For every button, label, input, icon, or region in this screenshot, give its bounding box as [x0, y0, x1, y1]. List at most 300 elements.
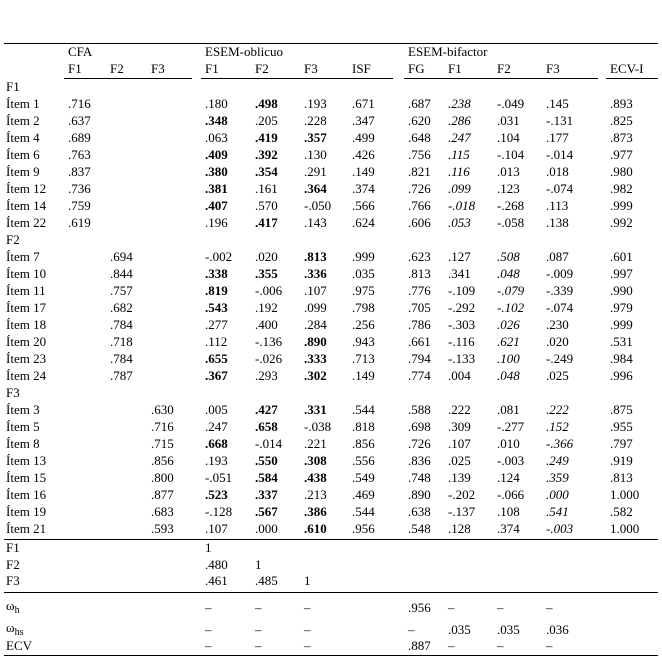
bifactor-loading: -.079: [497, 283, 525, 298]
esem-oblique-loading: .143: [304, 215, 327, 230]
bifactor-loading: .138: [546, 215, 569, 230]
bifactor-loading: -.003: [546, 521, 574, 536]
column-header: F1: [205, 61, 219, 76]
index-oblique-value: –: [304, 600, 311, 615]
esem-oblique-loading: .354: [255, 164, 278, 179]
index-oblique-value: –: [304, 622, 311, 637]
bifactor-loading: -.018: [448, 198, 476, 213]
item-label: Ítem 5: [6, 419, 40, 434]
general-factor-loading: .698: [408, 419, 431, 434]
esem-oblique-loading: .400: [255, 317, 278, 332]
index-label: [6, 598, 20, 619]
item-label: Ítem 7: [6, 249, 40, 264]
general-factor-loading: .766: [408, 198, 431, 213]
esem-oblique-loading: .367: [205, 368, 228, 383]
bifactor-loading: -.116: [448, 334, 475, 349]
ecv-i-value: .999: [610, 317, 633, 332]
ecv-i-value: .996: [610, 368, 633, 383]
cfa-loading: .694: [110, 249, 133, 264]
general-factor-loading: .794: [408, 351, 431, 366]
bifactor-loading: .238: [448, 96, 471, 111]
index-symbol: ω: [6, 620, 15, 635]
esem-oblique-loading: .205: [255, 113, 278, 128]
bifactor-loading: -.003: [497, 453, 525, 468]
index-general-value: –: [408, 622, 415, 637]
column-header: ECV-I: [610, 61, 644, 76]
esem-oblique-loading: .668: [205, 436, 228, 451]
index-general-value: .956: [408, 600, 431, 615]
index-oblique-value: –: [255, 600, 262, 615]
bifactor-loading: -.102: [497, 300, 525, 315]
isf-value: .549: [352, 470, 375, 485]
general-factor-loading: .813: [408, 266, 431, 281]
esem-oblique-loading: .161: [255, 181, 278, 196]
group-header-cfa: CFA: [68, 44, 93, 59]
isf-value: .671: [352, 96, 375, 111]
ecv-i-value: .980: [610, 164, 633, 179]
bifactor-loading: .000: [546, 487, 569, 502]
cfa-loading: .716: [151, 419, 174, 434]
bifactor-loading: .025: [546, 368, 569, 383]
item-label: Ítem 22: [6, 215, 47, 230]
column-header: F3: [546, 61, 560, 76]
bifactor-loading: .081: [497, 402, 520, 417]
general-factor-loading: .705: [408, 300, 431, 315]
esem-oblique-loading: .392: [255, 147, 278, 162]
ecv-i-value: 1.000: [610, 521, 640, 536]
isf-value: .374: [352, 181, 375, 196]
table-top-rule: [4, 43, 658, 44]
column-header: F2: [110, 61, 124, 76]
isf-value: .999: [352, 249, 375, 264]
item-label: Ítem 2: [6, 113, 40, 128]
general-factor-loading: .623: [408, 249, 431, 264]
isf-value: .499: [352, 130, 375, 145]
esem-oblique-loading: .570: [255, 198, 278, 213]
item-label: Ítem 23: [6, 351, 47, 366]
cfa-loading: .800: [151, 470, 174, 485]
general-factor-loading: .836: [408, 453, 431, 468]
esem-oblique-loading: .247: [205, 419, 228, 434]
esem-oblique-loading: .584: [255, 470, 278, 485]
esem-oblique-loading: .284: [304, 317, 327, 332]
esem-oblique-loading: .277: [205, 317, 228, 332]
isf-value: .624: [352, 215, 375, 230]
cfa-loading: .683: [151, 504, 174, 519]
bifactor-loading: -.202: [448, 487, 476, 502]
esem-oblique-loading: .543: [205, 300, 228, 315]
index-oblique-value: –: [205, 600, 212, 615]
esem-oblique-loading: .228: [304, 113, 327, 128]
ecv-i-value: .875: [610, 402, 633, 417]
bifactor-loading: .087: [546, 249, 569, 264]
bifactor-loading: .104: [497, 130, 520, 145]
item-label: Ítem 15: [6, 470, 47, 485]
esem-oblique-loading: .193: [304, 96, 327, 111]
item-label: Ítem 14: [6, 198, 47, 213]
bifactor-loading: .099: [448, 181, 471, 196]
bifactor-loading: .128: [448, 521, 471, 536]
index-subscript: h: [14, 605, 20, 616]
correlation-value: 1: [255, 556, 262, 572]
section-label: F2: [6, 232, 20, 247]
index-general-value: .887: [408, 638, 431, 653]
esem-oblique-loading: -.002: [205, 249, 233, 264]
bifactor-loading: .025: [448, 453, 471, 468]
isf-value: .556: [352, 453, 375, 468]
cfa-loading: .784: [110, 351, 133, 366]
bifactor-loading: -.249: [546, 351, 574, 366]
esem-oblique-loading: -.014: [255, 436, 283, 451]
cfa-header-rule: [64, 78, 192, 79]
item-label: Ítem 21: [6, 521, 47, 536]
esem-oblique-loading: .813: [304, 249, 327, 264]
item-label: Ítem 1: [6, 96, 40, 111]
bifactor-loading: .286: [448, 113, 471, 128]
bifactor-loading: .222: [448, 402, 471, 417]
isf-value: .566: [352, 198, 375, 213]
bifactor-loading: -.109: [448, 283, 476, 298]
general-factor-loading: .588: [408, 402, 431, 417]
item-label: Ítem 11: [6, 283, 46, 298]
esem-bifactor-header-rule: [404, 78, 598, 79]
bifactor-loading: .230: [546, 317, 569, 332]
group-header-esem-oblique: ESEM-oblicuo: [205, 44, 283, 59]
index-bifactor-value: –: [546, 600, 553, 615]
esem-oblique-loading: -.026: [255, 351, 283, 366]
bifactor-loading: -.137: [448, 504, 476, 519]
bifactor-loading: .107: [448, 436, 471, 451]
isf-value: .713: [352, 351, 375, 366]
esem-oblique-loading: .655: [205, 351, 228, 366]
correlation-value: .461: [205, 573, 228, 588]
general-factor-loading: .726: [408, 181, 431, 196]
ecv-i-value: .982: [610, 181, 633, 196]
bifactor-loading: .621: [497, 334, 520, 349]
bifactor-loading: -.049: [497, 96, 525, 111]
cfa-loading: .877: [151, 487, 174, 502]
ecv-i-value: .979: [610, 300, 633, 315]
esem-oblique-loading: .355: [255, 266, 278, 281]
ecv-i-value: .977: [610, 147, 633, 162]
esem-oblique-loading: .291: [304, 164, 327, 179]
correlation-label: F3: [6, 573, 20, 588]
item-label: Ítem 24: [6, 368, 47, 383]
esem-oblique-loading: .213: [304, 487, 327, 502]
ecv-i-value: 1.000: [610, 487, 640, 502]
esem-oblique-header-rule: [201, 78, 393, 79]
bifactor-loading: .359: [546, 470, 569, 485]
esem-oblique-loading: .293: [255, 368, 278, 383]
index-bifactor-value: .035: [497, 622, 520, 637]
bifactor-loading: -.104: [497, 147, 525, 162]
ecv-i-value: .955: [610, 419, 633, 434]
bifactor-loading: .048: [497, 266, 520, 281]
correlation-label: F1: [6, 540, 20, 555]
esem-oblique-loading: .005: [205, 402, 228, 417]
column-header: F1: [68, 61, 82, 76]
column-header: F2: [497, 61, 511, 76]
index-oblique-value: –: [205, 638, 212, 653]
cfa-loading: .736: [68, 181, 91, 196]
bifactor-loading: -.133: [448, 351, 476, 366]
bifactor-loading: .222: [546, 402, 569, 417]
esem-oblique-loading: -.050: [304, 198, 332, 213]
cfa-loading: .682: [110, 300, 133, 315]
cfa-loading: .759: [68, 198, 91, 213]
esem-oblique-loading: .333: [304, 351, 327, 366]
bifactor-loading: -.268: [497, 198, 525, 213]
bifactor-loading: .341: [448, 266, 471, 281]
index-subscript: hs: [14, 627, 24, 638]
esem-oblique-loading: .523: [205, 487, 228, 502]
esem-oblique-loading: .890: [304, 334, 327, 349]
cfa-loading: .844: [110, 266, 133, 281]
bifactor-loading: .116: [448, 164, 470, 179]
general-factor-loading: .821: [408, 164, 431, 179]
column-header: F3: [304, 61, 318, 76]
correlation-value: 1: [205, 540, 212, 555]
isf-value: .426: [352, 147, 375, 162]
bifactor-loading: -.014: [546, 147, 574, 162]
ecv-i-value: .893: [610, 96, 633, 111]
index-bifactor-value: –: [448, 600, 455, 615]
bifactor-loading: .374: [497, 521, 520, 536]
group-header-esem-bifactor: ESEM-bifactor: [408, 44, 488, 59]
esem-oblique-loading: .112: [205, 334, 228, 349]
column-header: F1: [448, 61, 462, 76]
esem-oblique-loading: .438: [304, 470, 327, 485]
esem-oblique-loading: .550: [255, 453, 278, 468]
correlation-value: .480: [205, 556, 228, 572]
general-factor-loading: .756: [408, 147, 431, 162]
index-oblique-value: –: [205, 622, 212, 637]
esem-oblique-loading: .302: [304, 368, 327, 383]
esem-oblique-loading: -.006: [255, 283, 283, 298]
esem-oblique-loading: .386: [304, 504, 327, 519]
bifactor-loading: .020: [546, 334, 569, 349]
bifactor-loading: .115: [448, 147, 470, 162]
general-factor-loading: .786: [408, 317, 431, 332]
cfa-loading: .689: [68, 130, 91, 145]
esem-oblique-loading: -.136: [255, 334, 283, 349]
isf-value: .818: [352, 419, 375, 434]
bifactor-loading: .053: [448, 215, 471, 230]
esem-oblique-loading: .658: [255, 419, 278, 434]
ecv-i-value: .825: [610, 113, 633, 128]
index-symbol: ECV: [6, 638, 32, 653]
general-factor-loading: .638: [408, 504, 431, 519]
index-bifactor-value: –: [546, 638, 553, 653]
item-label: Ítem 8: [6, 436, 40, 451]
index-bifactor-value: .035: [448, 622, 471, 637]
item-label: Ítem 18: [6, 317, 47, 332]
general-factor-loading: .726: [408, 436, 431, 451]
isf-value: .975: [352, 283, 375, 298]
item-label: Ítem 3: [6, 402, 40, 417]
esem-oblique-loading: .336: [304, 266, 327, 281]
bifactor-loading: .048: [497, 368, 520, 383]
general-factor-loading: .748: [408, 470, 431, 485]
cfa-loading: .619: [68, 215, 91, 230]
general-factor-loading: .648: [408, 130, 431, 145]
index-bifactor-value: –: [497, 600, 504, 615]
isf-value: .347: [352, 113, 375, 128]
bifactor-loading: -.366: [546, 436, 574, 451]
ecv-i-value: .992: [610, 215, 633, 230]
bifactor-loading: .247: [448, 130, 471, 145]
esem-oblique-loading: -.051: [205, 470, 233, 485]
esem-oblique-loading: .192: [255, 300, 278, 315]
table-bottom-rule: [4, 655, 658, 656]
esem-oblique-loading: .331: [304, 402, 327, 417]
index-bifactor-value: –: [497, 638, 504, 653]
cfa-loading: .757: [110, 283, 133, 298]
general-factor-loading: .890: [408, 487, 431, 502]
bifactor-loading: -.066: [497, 487, 525, 502]
bifactor-loading: .108: [497, 504, 520, 519]
index-symbol: ω: [6, 598, 15, 613]
bifactor-loading: -.277: [497, 419, 525, 434]
item-label: Ítem 9: [6, 164, 40, 179]
bifactor-loading: .145: [546, 96, 569, 111]
ecv-i-value: .990: [610, 283, 633, 298]
esem-oblique-loading: .427: [255, 402, 278, 417]
bifactor-loading: .139: [448, 470, 471, 485]
esem-oblique-loading: .407: [205, 198, 228, 213]
esem-oblique-loading: .193: [205, 453, 228, 468]
ecv-i-value: .813: [610, 470, 633, 485]
item-label: Ítem 12: [6, 181, 47, 196]
esem-oblique-loading: .180: [205, 96, 228, 111]
esem-oblique-loading: .498: [255, 96, 278, 111]
esem-oblique-loading: .409: [205, 147, 228, 162]
cfa-loading: .718: [110, 334, 133, 349]
cfa-loading: .856: [151, 453, 174, 468]
esem-oblique-loading: .364: [304, 181, 327, 196]
esem-oblique-loading: .567: [255, 504, 278, 519]
ecv-i-value: .531: [610, 334, 633, 349]
isf-value: .469: [352, 487, 375, 502]
bifactor-loading: .031: [497, 113, 520, 128]
bifactor-loading: -.303: [448, 317, 476, 332]
column-header: ISF: [352, 61, 371, 76]
general-factor-loading: .620: [408, 113, 431, 128]
cfa-loading: .716: [68, 96, 91, 111]
isf-value: .544: [352, 504, 375, 519]
esem-oblique-loading: .610: [304, 521, 327, 536]
ecv-i-value: .797: [610, 436, 633, 451]
esem-oblique-loading: .130: [304, 147, 327, 162]
isf-value: .856: [352, 436, 375, 451]
general-factor-loading: .661: [408, 334, 431, 349]
column-header: F3: [151, 61, 165, 76]
item-label: Ítem 4: [6, 130, 40, 145]
bifactor-loading: .309: [448, 419, 471, 434]
ecv-i-value: .601: [610, 249, 633, 264]
section-label: F1: [6, 79, 20, 94]
bifactor-loading: .127: [448, 249, 471, 264]
index-oblique-value: –: [304, 638, 311, 653]
isf-value: .149: [352, 164, 375, 179]
index-oblique-value: –: [255, 622, 262, 637]
esem-oblique-loading: .337: [255, 487, 278, 502]
esem-oblique-loading: .020: [255, 249, 278, 264]
cfa-loading: .784: [110, 317, 133, 332]
bifactor-loading: .124: [497, 470, 520, 485]
cfa-loading: .593: [151, 521, 174, 536]
item-label: Ítem 13: [6, 453, 47, 468]
column-header: F2: [255, 61, 269, 76]
item-label: Ítem 17: [6, 300, 47, 315]
isf-value: .943: [352, 334, 375, 349]
ecv-header-rule: [606, 78, 658, 79]
section-label: F3: [6, 385, 20, 400]
index-bifactor-value: .036: [546, 622, 569, 637]
cfa-loading: .637: [68, 113, 91, 128]
cfa-loading: .630: [151, 402, 174, 417]
correlation-label: F2: [6, 556, 20, 572]
bifactor-loading: .010: [497, 436, 520, 451]
general-factor-loading: .606: [408, 215, 431, 230]
isf-value: .798: [352, 300, 375, 315]
item-label: Ítem 19: [6, 504, 47, 519]
isf-value: .035: [352, 266, 375, 281]
esem-oblique-loading: .381: [205, 181, 228, 196]
isf-value: .149: [352, 368, 375, 383]
esem-oblique-loading: .196: [205, 215, 228, 230]
isf-value: .956: [352, 521, 375, 536]
bifactor-loading: .177: [546, 130, 569, 145]
item-label: Ítem 10: [6, 266, 47, 281]
item-label: Ítem 20: [6, 334, 47, 349]
correlation-value: 1: [304, 573, 311, 588]
esem-oblique-loading: .380: [205, 164, 228, 179]
isf-value: .544: [352, 402, 375, 417]
bifactor-loading: .123: [497, 181, 520, 196]
esem-oblique-loading: .107: [205, 521, 228, 536]
indices-rule: [4, 592, 658, 593]
esem-oblique-loading: .417: [255, 215, 278, 230]
bifactor-loading: .004: [448, 368, 471, 383]
esem-oblique-loading: .107: [304, 283, 327, 298]
column-header: FG: [408, 61, 425, 76]
isf-value: .256: [352, 317, 375, 332]
esem-oblique-loading: .221: [304, 436, 327, 451]
item-label: Ítem 6: [6, 147, 40, 162]
ecv-i-value: .999: [610, 198, 633, 213]
general-factor-loading: .776: [408, 283, 431, 298]
index-label: [6, 638, 32, 654]
cfa-loading: .715: [151, 436, 174, 451]
cfa-loading: .787: [110, 368, 133, 383]
esem-oblique-loading: .819: [205, 283, 228, 298]
esem-oblique-loading: -.038: [304, 419, 332, 434]
ecv-i-value: .873: [610, 130, 633, 145]
bifactor-loading: -.058: [497, 215, 525, 230]
esem-oblique-loading: .338: [205, 266, 228, 281]
cfa-loading: .837: [68, 164, 91, 179]
esem-oblique-loading: .308: [304, 453, 327, 468]
esem-oblique-loading: .357: [304, 130, 327, 145]
index-bifactor-value: –: [448, 638, 455, 653]
esem-oblique-loading: -.128: [205, 504, 233, 519]
bifactor-loading: .018: [546, 164, 569, 179]
bifactor-loading: -.074: [546, 300, 574, 315]
cfa-loading: .763: [68, 147, 91, 162]
correlation-rule: [4, 539, 658, 540]
bifactor-loading: .249: [546, 453, 569, 468]
